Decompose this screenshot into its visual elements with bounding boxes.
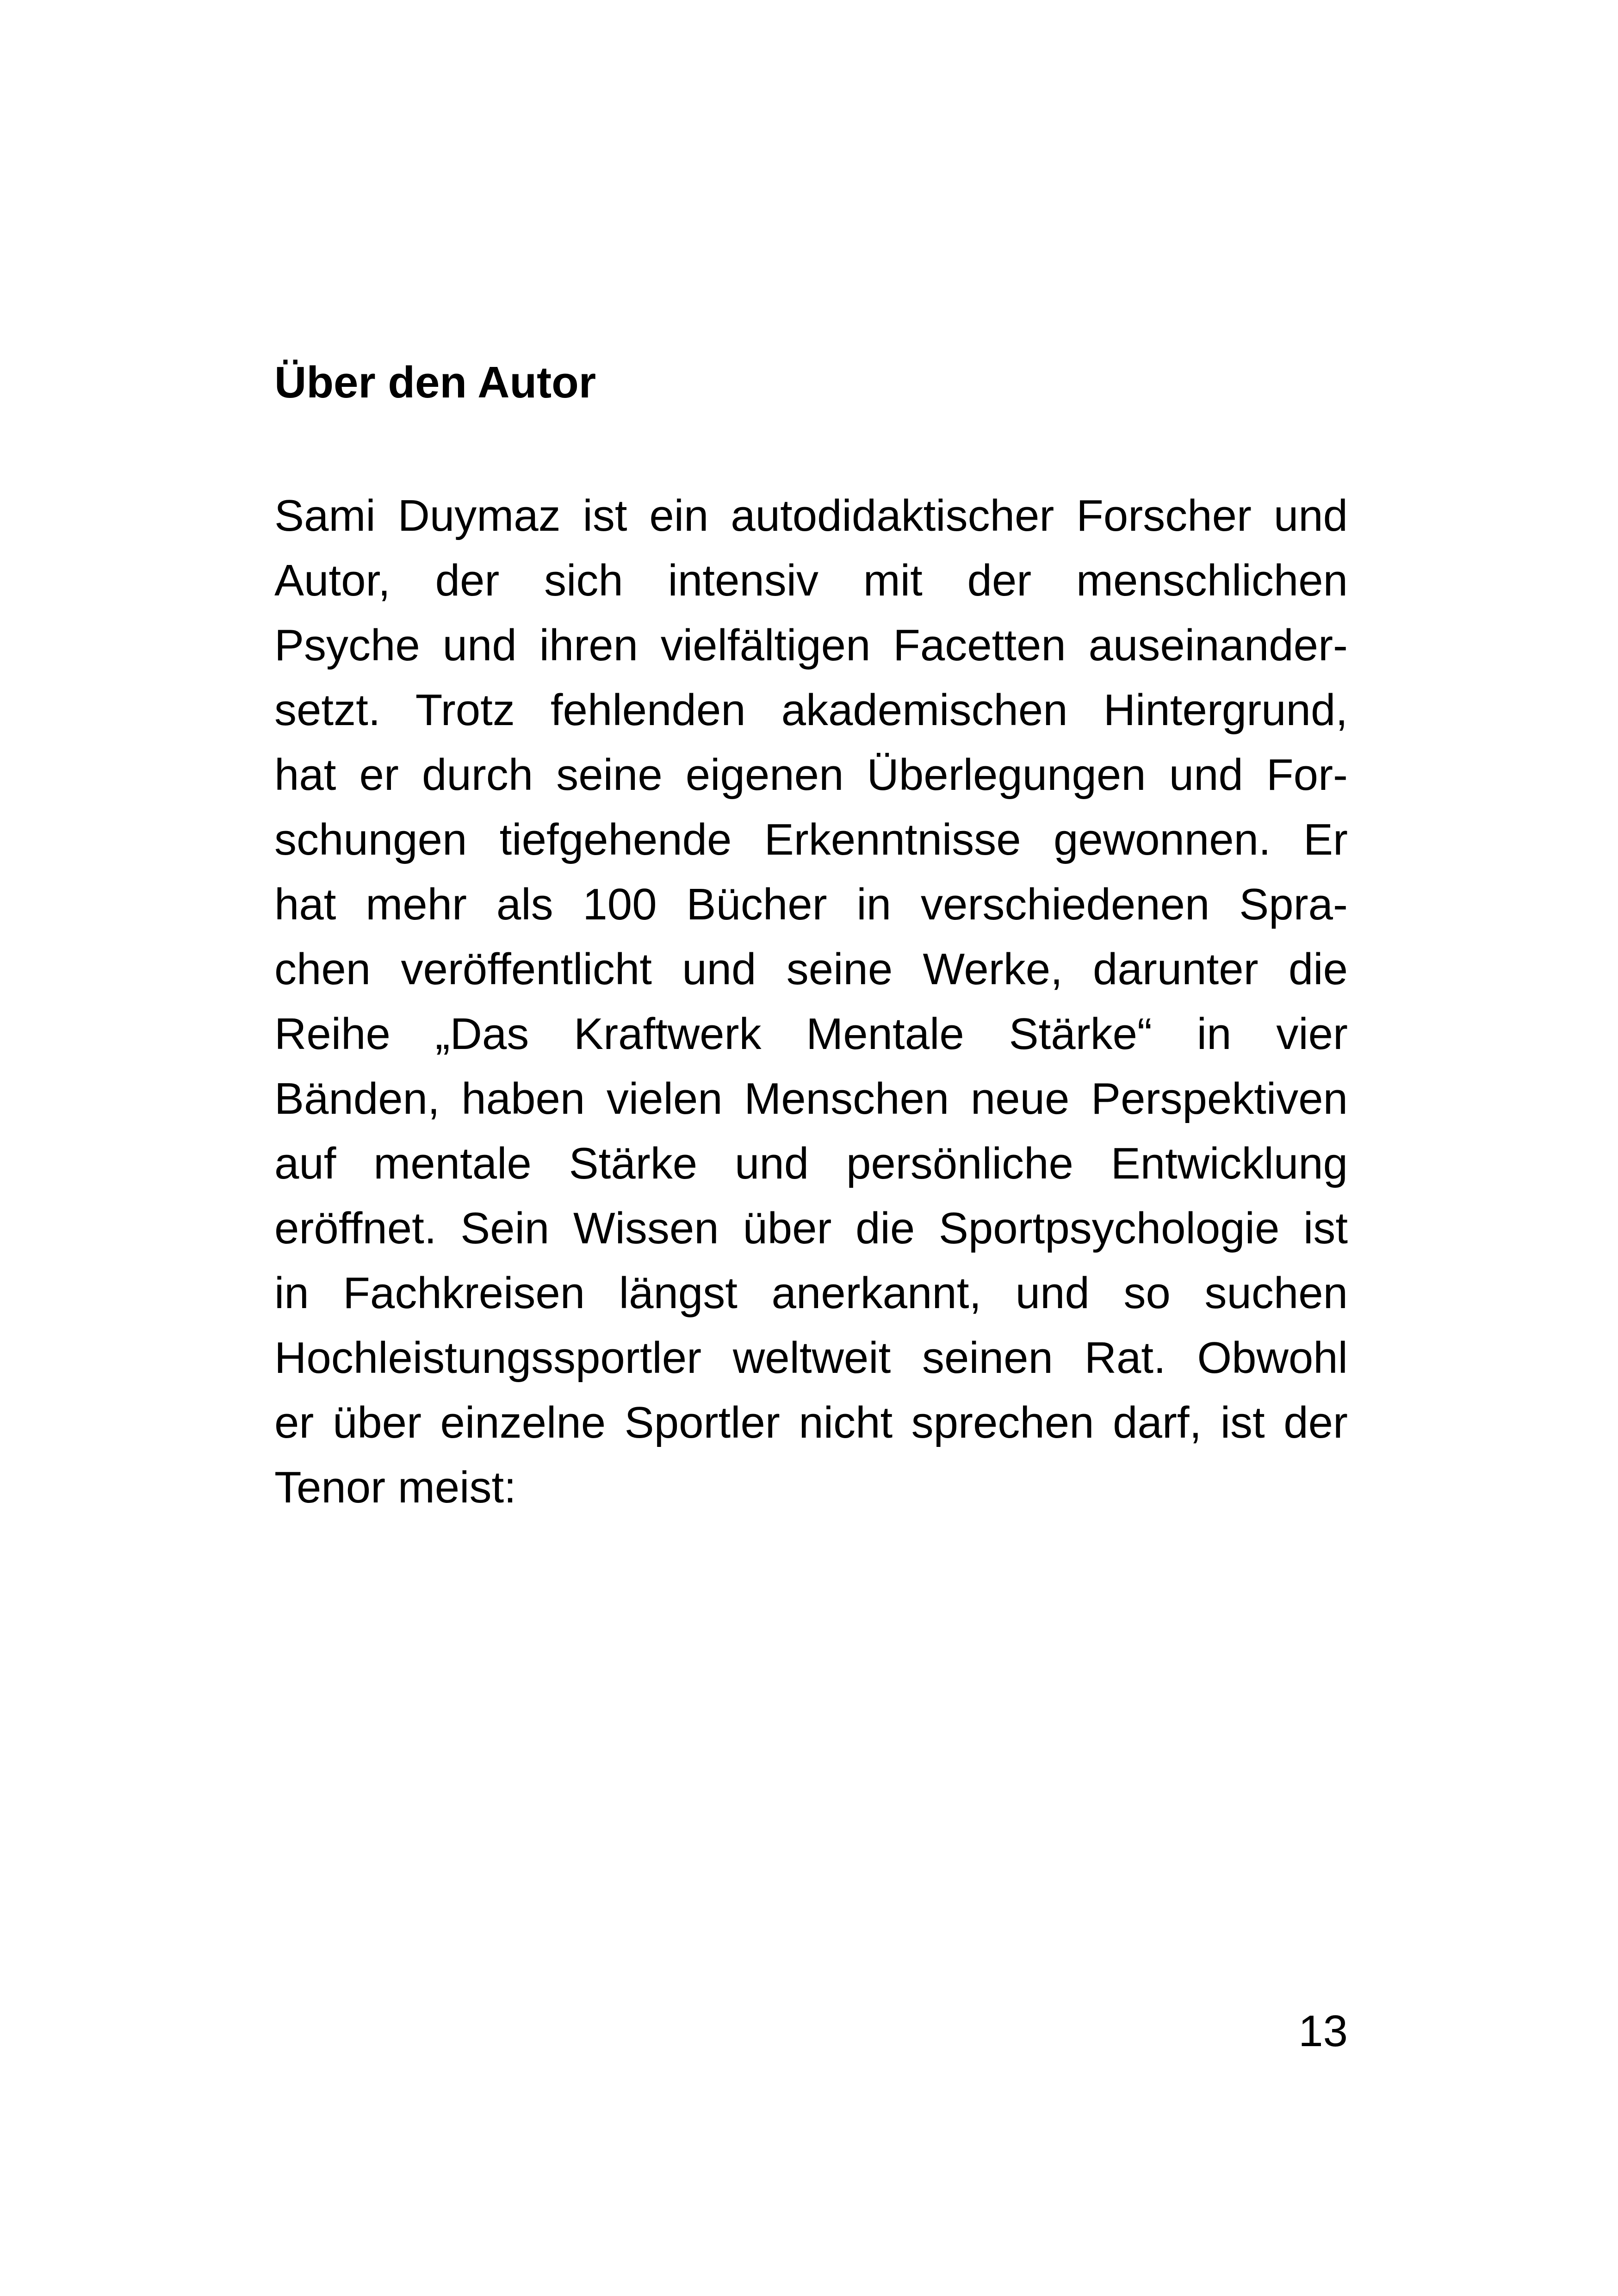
text-line: Bänden, haben vielen Menschen neue Perspektiven	[274, 1074, 1348, 1123]
text-line: hat er durch seine eigenen Überlegungen und For-	[274, 750, 1348, 800]
text-line: chen veröffentlicht und seine Werke, darunter die	[274, 944, 1348, 994]
text-line: auf mentale Stärke und persönliche Entwicklung	[274, 1139, 1348, 1188]
text-line: Reihe „Das Kraftwerk Mentale Stärke“ in vier	[274, 1009, 1348, 1059]
text-line: er über einzelne Sportler nicht sprechen darf, ist der	[274, 1398, 1348, 1447]
text-line: setzt. Trotz fehlenden akademischen Hintergrund,	[274, 685, 1348, 735]
section-heading: Über den Autor	[274, 358, 596, 407]
text-line: schungen tiefgehende Erkenntnisse gewonnen. Er	[274, 815, 1348, 864]
page-number: 13	[1298, 2006, 1348, 2056]
text-line: Sami Duymaz ist ein autodidaktischer Forscher und	[274, 491, 1348, 540]
text-line: hat mehr als 100 Bücher in verschiedenen Spra-	[274, 880, 1348, 929]
text-line: Hochleistungssportler weltweit seinen Rat. Obwohl	[274, 1333, 1348, 1383]
text-line: Tenor meist:	[274, 1463, 516, 1512]
text-line: eröffnet. Sein Wissen über die Sportpsychologie ist	[274, 1204, 1348, 1253]
body-paragraph	[274, 484, 1348, 1520]
text-line: in Fachkreisen längst anerkannt, und so suchen	[274, 1268, 1348, 1318]
text-line: Psyche und ihren vielfältigen Facetten auseinander-	[274, 621, 1348, 670]
text-line: Autor, der sich intensiv mit der menschlichen	[274, 556, 1348, 605]
